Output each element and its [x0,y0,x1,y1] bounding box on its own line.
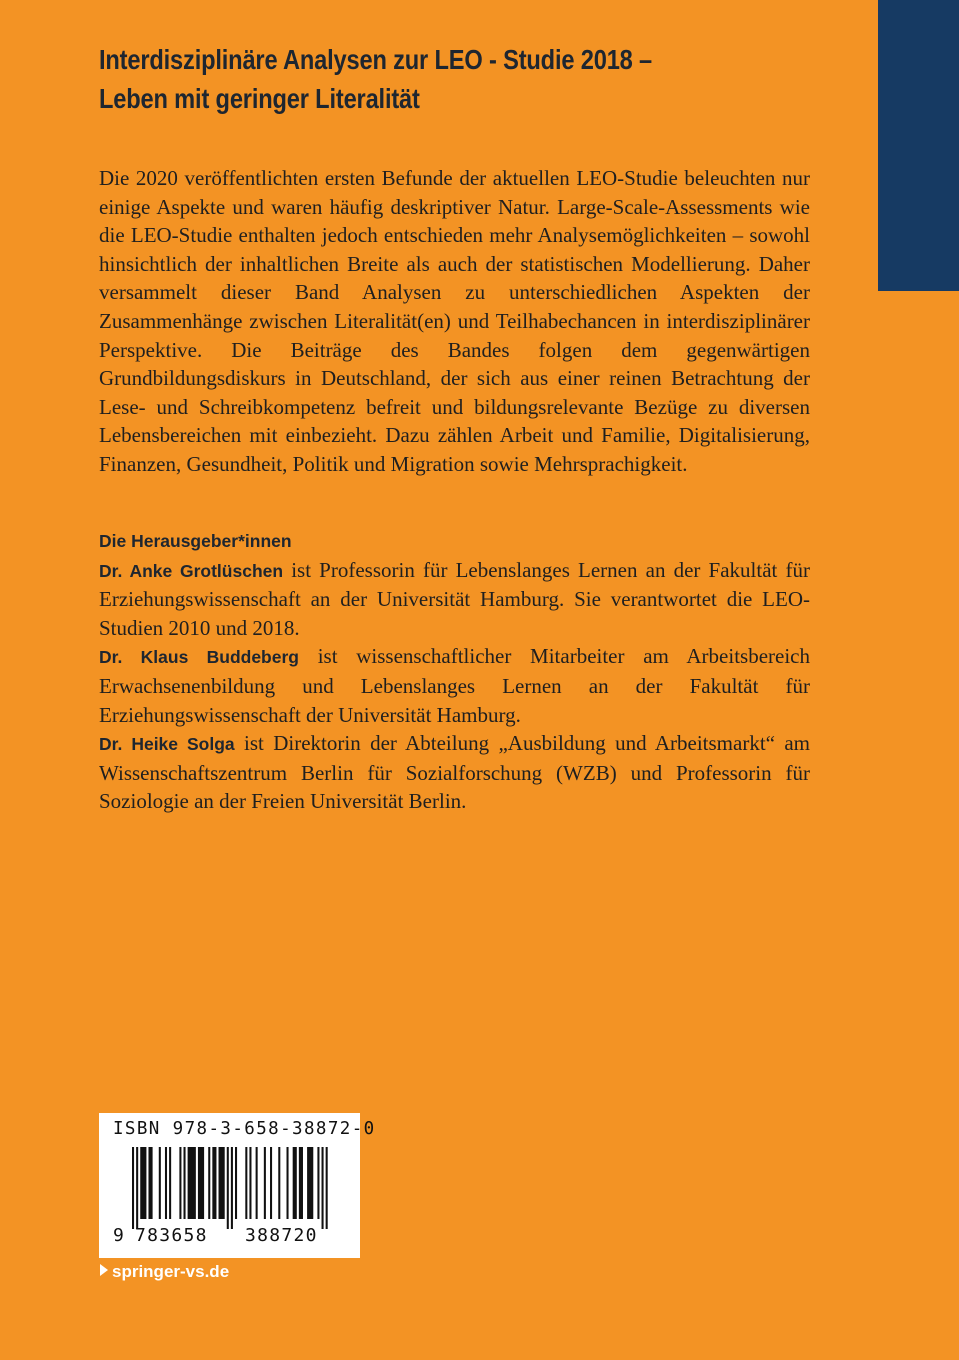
publisher-link[interactable] [100,1262,229,1282]
barcode-bar [249,1147,251,1219]
isbn-barcode [99,1113,376,1258]
editor-bio: ist wissenschaftlicher Mitarbeiter am Arbeitsbereich Erwachsenenbildung und Lebenslanges Lernen an der Fakultät für Erziehungswissenschaft der Universität Hamburg. [99,644,810,727]
barcode-bar [235,1147,237,1219]
editor-name: Dr. Anke Grotlüschen [99,560,284,581]
barcode-bar [148,1147,152,1219]
barcode-bar [322,1147,324,1229]
barcode-bar [179,1147,181,1219]
editor-name: Dr. Heike Solga [99,734,235,755]
side-color-band [878,0,959,291]
book-blurb: Die 2020 veröffentlichten ersten Befunde der aktuellen LEO-Studie beleuchten nur einige Aspekte und waren häufig deskriptiver Natur. Large-Scale-Assessments wie die LEO-Studie enthalten jedoch entschieden mehr Analysemöglichkeiten – sowohl hinsichtlich der inhaltlichen Breite als auch der statistischen Modellierung. Daher versammelt dieser Band Analysen zu unterschiedlichen Aspekten der Zusammenhänge zwischen Literalität(en) und Teilhabechancen in interdisziplinärer Perspektive. Die Beiträge des Bandes folgen dem gegenwärtigen Grundbildungsdiskurs in Deutschland, der sich aus einer reinen Betrachtung der Lese- und Schreibkompetenz befreit und bildungsrelevante Bezüge zu diversen Lebensbereichen mit einbezieht. Dazu zählen Arbeit und Familie, Digitalisierung, Finanzen, Gesundheit, Politik und Migration sowie Mehrsprachigkeit. [99,166,810,476]
barcode-bar [307,1147,313,1219]
barcode-bar [227,1147,229,1229]
barcode-bar [184,1147,186,1219]
publisher-url: springer-vs.de [112,1262,230,1281]
barcode-bar [317,1147,319,1219]
barcode-bar [293,1147,297,1219]
barcode-right-digits: 388720 [245,1225,318,1246]
barcode-bar [212,1147,216,1219]
editors-heading: Die Herausgeber*innen [99,531,292,551]
editor-bio: ist Professorin für Lebenslanges Lernen an der Fakultät für Erziehungswissenschaft an der Universität Hamburg. Sie verantwortet die LEO-Studien 2010 und 2018. [99,557,811,640]
barcode-bar [208,1147,210,1219]
barcode-first-digit: 9 [113,1225,124,1246]
editors-section [99,527,810,816]
barcode-bar [169,1147,171,1219]
barcode-bar [299,1147,303,1219]
barcode-bar [287,1147,289,1219]
barcode-bar [264,1147,266,1219]
barcode-bar [326,1147,328,1229]
barcode-left-digits: 783658 [135,1225,208,1246]
editor-name: Dr. Klaus Buddeberg [99,647,299,668]
barcode-bar [231,1147,233,1229]
arrow-right-icon [100,1264,108,1276]
barcode-bar [270,1147,272,1219]
barcode-bar [165,1147,167,1219]
editor-entry-solga [99,729,810,816]
barcode-bar [140,1147,146,1219]
barcode-bar [198,1147,204,1219]
editor-bio: ist Direktorin der Abteilung „Ausbildung und Arbeitsmarkt“ am Wissenschaftszentrum Berlin für Sozialforschung (WZB) und Professorin für Soziologie an der Freien Universität Berlin. [99,731,811,814]
barcode-digits [99,1225,360,1251]
barcode-bar [159,1147,161,1219]
editor-entry-buddeberg [99,642,810,729]
barcode-bar [256,1147,258,1219]
book-title: Interdisziplinäre Analysen zur LEO - Studie 2018 – Leben mit geringer Literalität [99,44,653,114]
barcode-bars [99,1147,360,1231]
barcode-bar [188,1147,196,1219]
isbn-label: ISBN 978-3-658-38872-0 [113,1119,376,1139]
barcode-bar [278,1147,280,1219]
barcode-bar [219,1147,225,1219]
barcode-bar [132,1147,134,1229]
barcode-bar [136,1147,138,1229]
editor-entry-grotlueschen [99,556,810,643]
barcode-bar [245,1147,247,1219]
